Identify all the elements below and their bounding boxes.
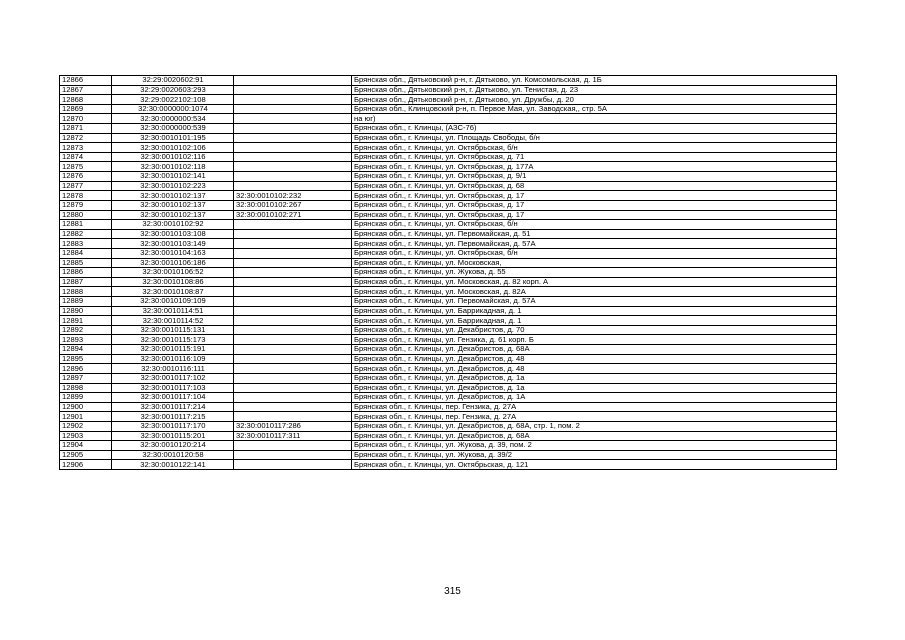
cadastral-number-cell: 32:30:0010114:52 (112, 316, 234, 326)
building-cadastral-number-cell: 32:30:0010102:232 (234, 191, 352, 201)
cadastral-number-cell: 32:30:0010104:163 (112, 248, 234, 258)
table-row (60, 258, 837, 268)
address-cell: Брянская обл., г. Клинцы, ул. Октябрьская, д. 121 (352, 460, 837, 470)
cadastral-number-cell: 32:30:0010122:141 (112, 460, 234, 470)
table-row (60, 229, 837, 239)
address-cell: Брянская обл., г. Клинцы, ул. Баррикадная, д. 1 (352, 316, 837, 326)
cadastral-number-cell: 32:29:0020602:91 (112, 76, 234, 86)
table-row (60, 277, 837, 287)
cadastral-number-cell: 32:30:0010115:191 (112, 345, 234, 355)
table-row (60, 450, 837, 460)
cadastral-number-cell: 32:30:0010117:214 (112, 402, 234, 412)
row-number-cell: 12899 (60, 393, 112, 403)
building-cadastral-number-cell (234, 76, 352, 86)
building-cadastral-number-cell (234, 325, 352, 335)
table-row (60, 143, 837, 153)
building-cadastral-number-cell (234, 316, 352, 326)
row-number-cell: 12881 (60, 220, 112, 230)
building-cadastral-number-cell (234, 306, 352, 316)
registry-table-body (60, 76, 837, 470)
building-cadastral-number-cell (234, 239, 352, 249)
cadastral-number-cell: 32:30:0010102:118 (112, 162, 234, 172)
row-number-cell: 12901 (60, 412, 112, 422)
building-cadastral-number-cell (234, 373, 352, 383)
cadastral-number-cell: 32:30:0010117:103 (112, 383, 234, 393)
address-cell: Брянская обл., г. Клинцы, ул. Декабристов, д. 1А (352, 393, 837, 403)
table-row (60, 76, 837, 86)
row-number-cell: 12891 (60, 316, 112, 326)
building-cadastral-number-cell (234, 335, 352, 345)
building-cadastral-number-cell (234, 248, 352, 258)
address-cell: Брянская обл., г. Клинцы, ул. Октябрьская, д. 71 (352, 152, 837, 162)
cadastral-number-cell: 32:30:0010106:186 (112, 258, 234, 268)
building-cadastral-number-cell (234, 383, 352, 393)
row-number-cell: 12868 (60, 95, 112, 105)
row-number-cell: 12877 (60, 181, 112, 191)
building-cadastral-number-cell (234, 287, 352, 297)
cadastral-number-cell: 32:30:0010116:109 (112, 354, 234, 364)
cadastral-number-cell: 32:30:0010103:108 (112, 229, 234, 239)
cadastral-number-cell: 32:30:0000000:534 (112, 114, 234, 124)
row-number-cell: 12905 (60, 450, 112, 460)
row-number-cell: 12870 (60, 114, 112, 124)
cadastral-number-cell: 32:30:0000000:1074 (112, 104, 234, 114)
building-cadastral-number-cell (234, 402, 352, 412)
table-row (60, 239, 837, 249)
building-cadastral-number-cell (234, 181, 352, 191)
building-cadastral-number-cell (234, 143, 352, 153)
building-cadastral-number-cell (234, 393, 352, 403)
table-row (60, 316, 837, 326)
address-cell: Брянская обл., г. Клинцы, ул. Первомайская, д. 57А (352, 297, 837, 307)
cadastral-number-cell: 32:29:0022102:108 (112, 95, 234, 105)
cadastral-number-cell: 32:30:0010102:92 (112, 220, 234, 230)
building-cadastral-number-cell (234, 268, 352, 278)
table-row (60, 191, 837, 201)
building-cadastral-number-cell (234, 152, 352, 162)
building-cadastral-number-cell (234, 95, 352, 105)
cadastral-number-cell: 32:30:0010108:86 (112, 277, 234, 287)
row-number-cell: 12897 (60, 373, 112, 383)
table-row (60, 200, 837, 210)
table-row (60, 421, 837, 431)
row-number-cell: 12873 (60, 143, 112, 153)
table-row (60, 248, 837, 258)
address-cell: Брянская обл., г. Клинцы, ул. Московская, д. 82 корп. А (352, 277, 837, 287)
cadastral-number-cell: 32:30:0010102:116 (112, 152, 234, 162)
building-cadastral-number-cell (234, 364, 352, 374)
table-row (60, 133, 837, 143)
row-number-cell: 12885 (60, 258, 112, 268)
address-cell: Брянская обл., г. Клинцы, ул. Декабристов, д. 1а (352, 373, 837, 383)
property-registry-table (59, 75, 837, 470)
row-number-cell: 12903 (60, 431, 112, 441)
building-cadastral-number-cell: 32:30:0010102:267 (234, 200, 352, 210)
address-cell: Брянская обл., г. Клинцы, ул. Декабристов, д. 68А (352, 431, 837, 441)
table-row (60, 441, 837, 451)
cadastral-number-cell: 32:30:0010116:111 (112, 364, 234, 374)
table-row (60, 85, 837, 95)
address-cell: Брянская обл., г. Клинцы, ул. Жукова, д. 39, пом. 2 (352, 441, 837, 451)
row-number-cell: 12894 (60, 345, 112, 355)
row-number-cell: 12887 (60, 277, 112, 287)
address-cell: Брянская обл., Дятьковский р-н, г. Дятьково, ул. Тенистая, д. 23 (352, 85, 837, 95)
table-row (60, 393, 837, 403)
cadastral-number-cell: 32:30:0010102:137 (112, 200, 234, 210)
building-cadastral-number-cell (234, 412, 352, 422)
row-number-cell: 12880 (60, 210, 112, 220)
address-cell: Брянская обл., г. Клинцы, ул. Октябрьская, б/н (352, 248, 837, 258)
address-cell: Брянская обл., г. Клинцы, ул. Октябрьская, д. 68 (352, 181, 837, 191)
table-row (60, 325, 837, 335)
row-number-cell: 12895 (60, 354, 112, 364)
page-number: 315 (444, 586, 461, 597)
row-number-cell: 12874 (60, 152, 112, 162)
row-number-cell: 12886 (60, 268, 112, 278)
cadastral-number-cell: 32:30:0010120:214 (112, 441, 234, 451)
table-row (60, 412, 837, 422)
address-cell: Брянская обл., г. Клинцы, ул. Декабристов, д. 68А (352, 345, 837, 355)
address-cell: Брянская обл., г. Клинцы, ул. Октябрьская, д. 17 (352, 200, 837, 210)
row-number-cell: 12866 (60, 76, 112, 86)
table-row (60, 364, 837, 374)
address-cell: Брянская обл., г. Клинцы, ул. Декабристов, д. 70 (352, 325, 837, 335)
row-number-cell: 12904 (60, 441, 112, 451)
cadastral-number-cell: 32:30:0010102:137 (112, 210, 234, 220)
table-row (60, 104, 837, 114)
cadastral-number-cell: 32:29:0020603:293 (112, 85, 234, 95)
building-cadastral-number-cell (234, 162, 352, 172)
address-cell: Брянская обл., г. Клинцы, ул. Октябрьская, б/н (352, 220, 837, 230)
table-row (60, 124, 837, 134)
row-number-cell: 12892 (60, 325, 112, 335)
cadastral-number-cell: 32:30:0010102:223 (112, 181, 234, 191)
address-cell: Брянская обл., г. Клинцы, ул. Декабристов, д. 48 (352, 364, 837, 374)
table-row (60, 460, 837, 470)
address-cell: Брянская обл., г. Клинцы, ул. Октябрьская, д. 177А (352, 162, 837, 172)
cadastral-number-cell: 32:30:0010114:51 (112, 306, 234, 316)
table-row (60, 181, 837, 191)
address-cell: Брянская обл., г. Клинцы, ул. Московская, (352, 258, 837, 268)
table-row (60, 152, 837, 162)
address-cell: Брянская обл., г. Клинцы, (АЗС-76) (352, 124, 837, 134)
cadastral-number-cell: 32:30:0010120:58 (112, 450, 234, 460)
address-cell: Брянская обл., г. Клинцы, ул. Декабристов, д. 68А, стр. 1, пом. 2 (352, 421, 837, 431)
building-cadastral-number-cell: 32:30:0010102:271 (234, 210, 352, 220)
cadastral-number-cell: 32:30:0010115:173 (112, 335, 234, 345)
row-number-cell: 12883 (60, 239, 112, 249)
building-cadastral-number-cell (234, 460, 352, 470)
row-number-cell: 12875 (60, 162, 112, 172)
cadastral-number-cell: 32:30:0010117:102 (112, 373, 234, 383)
cadastral-number-cell: 32:30:0010115:201 (112, 431, 234, 441)
building-cadastral-number-cell (234, 450, 352, 460)
building-cadastral-number-cell (234, 441, 352, 451)
address-cell: Брянская обл., Дятьковский р-н, г. Дятьково, ул. Дружбы, д. 20 (352, 95, 837, 105)
cadastral-number-cell: 32:30:0010117:104 (112, 393, 234, 403)
cadastral-number-cell: 32:30:0000000:539 (112, 124, 234, 134)
row-number-cell: 12876 (60, 172, 112, 182)
table-row (60, 114, 837, 124)
cadastral-number-cell: 32:30:0010117:215 (112, 412, 234, 422)
table-row (60, 268, 837, 278)
row-number-cell: 12867 (60, 85, 112, 95)
table-row (60, 354, 837, 364)
building-cadastral-number-cell (234, 229, 352, 239)
address-cell: Брянская обл., г. Клинцы, пер. Гензика, д. 27А (352, 402, 837, 412)
row-number-cell: 12906 (60, 460, 112, 470)
table-row (60, 297, 837, 307)
table-row (60, 335, 837, 345)
building-cadastral-number-cell (234, 85, 352, 95)
cadastral-number-cell: 32:30:0010102:137 (112, 191, 234, 201)
building-cadastral-number-cell (234, 277, 352, 287)
address-cell: Брянская обл., г. Клинцы, ул. Московская, д. 82А (352, 287, 837, 297)
building-cadastral-number-cell (234, 104, 352, 114)
row-number-cell: 12871 (60, 124, 112, 134)
building-cadastral-number-cell (234, 258, 352, 268)
cadastral-number-cell: 32:30:0010117:170 (112, 421, 234, 431)
table-row (60, 162, 837, 172)
row-number-cell: 12882 (60, 229, 112, 239)
row-number-cell: 12898 (60, 383, 112, 393)
address-cell: Брянская обл., г. Клинцы, ул. Гензика, д. 61 корп. Б (352, 335, 837, 345)
row-number-cell: 12900 (60, 402, 112, 412)
building-cadastral-number-cell (234, 124, 352, 134)
row-number-cell: 12902 (60, 421, 112, 431)
cadastral-number-cell: 32:30:0010102:106 (112, 143, 234, 153)
address-cell: Брянская обл., Клинцовский р-н, п. Первое Мая, ул. Заводская,, стр. 5А (352, 104, 837, 114)
row-number-cell: 12869 (60, 104, 112, 114)
cadastral-number-cell: 32:30:0010109:109 (112, 297, 234, 307)
table-row (60, 345, 837, 355)
address-cell: Брянская обл., г. Клинцы, ул. Октябрьская, д. 17 (352, 210, 837, 220)
cadastral-number-cell: 32:30:0010115:131 (112, 325, 234, 335)
row-number-cell: 12878 (60, 191, 112, 201)
table-row (60, 431, 837, 441)
address-cell: Брянская обл., г. Клинцы, ул. Первомайская, д. 51 (352, 229, 837, 239)
address-cell: Брянская обл., г. Клинцы, ул. Декабристов, д. 48 (352, 354, 837, 364)
row-number-cell: 12879 (60, 200, 112, 210)
cadastral-number-cell: 32:30:0010101:195 (112, 133, 234, 143)
address-cell: Брянская обл., г. Клинцы, ул. Жукова, д. 55 (352, 268, 837, 278)
building-cadastral-number-cell (234, 345, 352, 355)
row-number-cell: 12889 (60, 297, 112, 307)
cadastral-number-cell: 32:30:0010106:52 (112, 268, 234, 278)
address-cell: на юг) (352, 114, 837, 124)
row-number-cell: 12884 (60, 248, 112, 258)
table-row (60, 95, 837, 105)
address-cell: Брянская обл., г. Клинцы, ул. Декабристов, д. 1а (352, 383, 837, 393)
building-cadastral-number-cell: 32:30:0010117:311 (234, 431, 352, 441)
address-cell: Брянская обл., г. Клинцы, ул. Первомайская, д. 57А (352, 239, 837, 249)
table-row (60, 402, 837, 412)
table-row (60, 383, 837, 393)
table-row (60, 287, 837, 297)
building-cadastral-number-cell (234, 114, 352, 124)
table-row (60, 172, 837, 182)
address-cell: Брянская обл., г. Клинцы, ул. Баррикадная, д. 1 (352, 306, 837, 316)
building-cadastral-number-cell (234, 354, 352, 364)
building-cadastral-number-cell (234, 133, 352, 143)
building-cadastral-number-cell (234, 220, 352, 230)
address-cell: Брянская обл., г. Клинцы, ул. Площадь Свободы, б/н (352, 133, 837, 143)
address-cell: Брянская обл., г. Клинцы, ул. Октябрьская, д. 9/1 (352, 172, 837, 182)
address-cell: Брянская обл., г. Клинцы, ул. Жукова, д. 39/2 (352, 450, 837, 460)
building-cadastral-number-cell: 32:30:0010117:286 (234, 421, 352, 431)
row-number-cell: 12890 (60, 306, 112, 316)
building-cadastral-number-cell (234, 172, 352, 182)
table-row (60, 373, 837, 383)
address-cell: Брянская обл., Дятьковский р-н, г. Дятьково, ул. Комсомольская, д. 1Б (352, 76, 837, 86)
address-cell: Брянская обл., г. Клинцы, ул. Октябрьская, д. 17 (352, 191, 837, 201)
cadastral-number-cell: 32:30:0010103:149 (112, 239, 234, 249)
address-cell: Брянская обл., г. Клинцы, пер. Гензика, д. 27А (352, 412, 837, 422)
row-number-cell: 12888 (60, 287, 112, 297)
row-number-cell: 12872 (60, 133, 112, 143)
table-row (60, 220, 837, 230)
table-row (60, 210, 837, 220)
cadastral-number-cell: 32:30:0010102:141 (112, 172, 234, 182)
row-number-cell: 12893 (60, 335, 112, 345)
cadastral-number-cell: 32:30:0010108:87 (112, 287, 234, 297)
table-row (60, 306, 837, 316)
row-number-cell: 12896 (60, 364, 112, 374)
building-cadastral-number-cell (234, 297, 352, 307)
address-cell: Брянская обл., г. Клинцы, ул. Октябрьская, б/н (352, 143, 837, 153)
